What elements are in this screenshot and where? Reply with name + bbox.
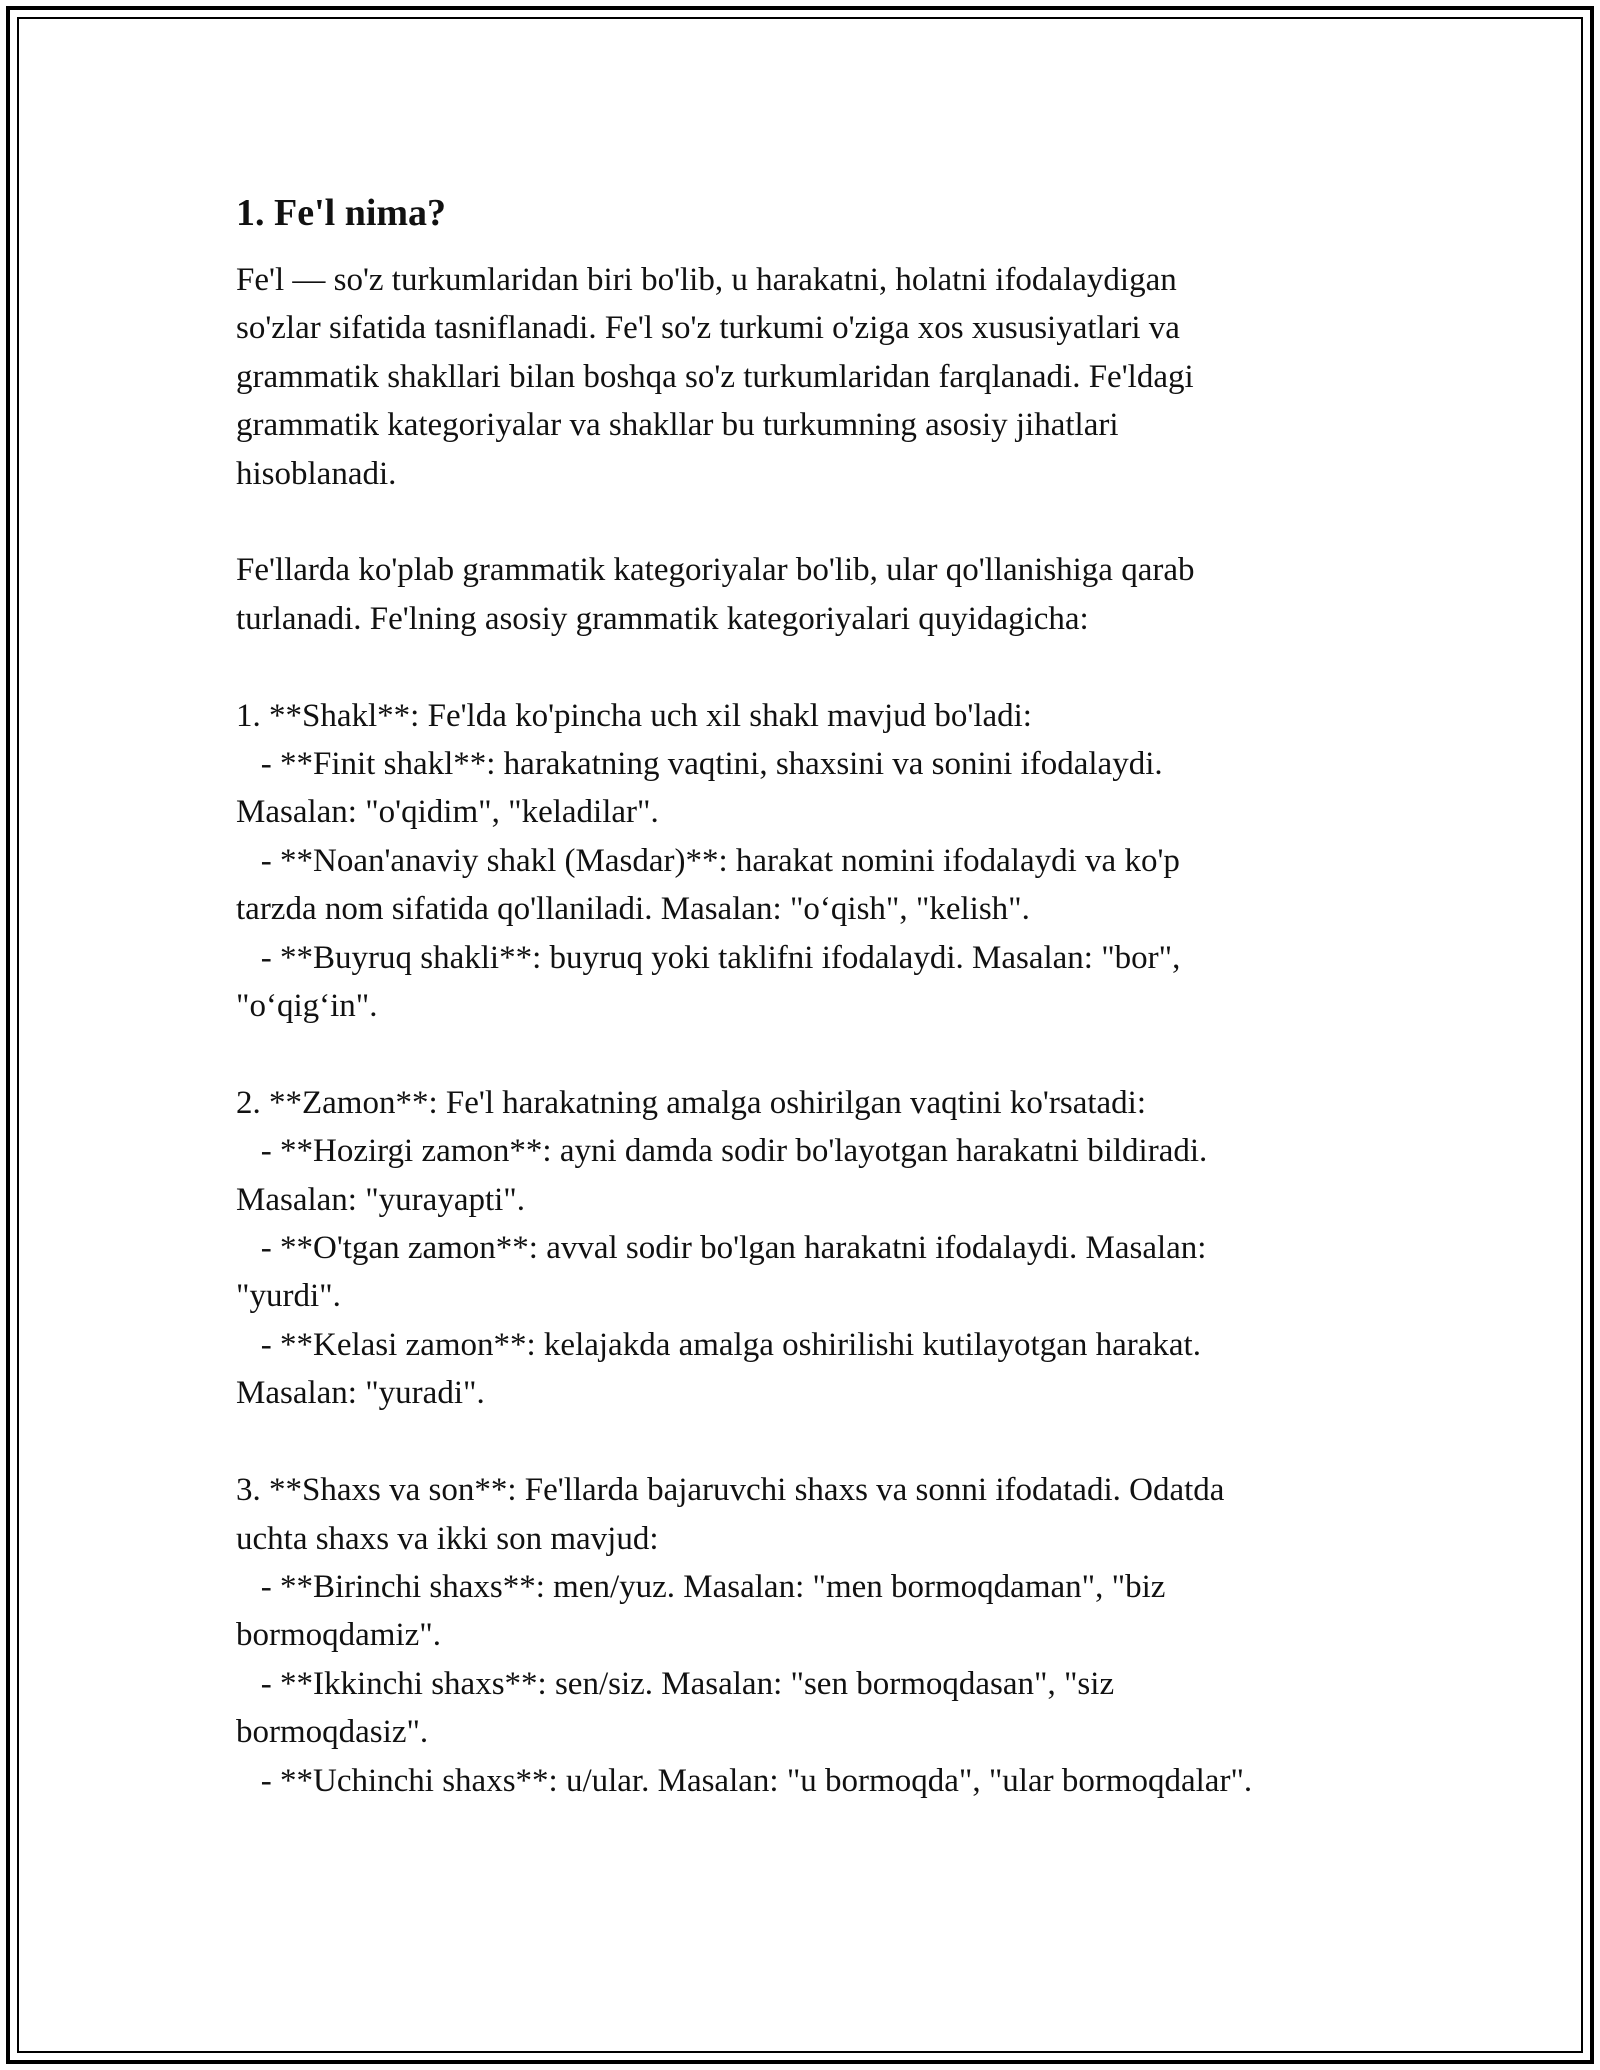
text-line: - **Noan'anaviy shakl (Masdar)**: harakat nomini ifodalaydi va ko'p — [236, 842, 1180, 879]
text-line: - **Finit shakl**: harakatning vaqtini, shaxsini va sonini ifodalaydi. — [236, 746, 1163, 783]
text-line: Fe'llarda ko'plab grammatik kategoriyalar bo'lib, ular qo'llanishiga qarab — [236, 552, 1195, 589]
text-line: "o‘qig‘in". — [236, 988, 378, 1025]
text-line: - **Buyruq shakli**: buyruq yoki taklifni ifodalaydi. Masalan: "bor", — [236, 939, 1181, 976]
text-line: "yurdi". — [236, 1278, 341, 1315]
text-line: - **O'tgan zamon**: avval sodir bo'lgan harakatni ifodalaydi. Masalan: — [236, 1230, 1207, 1267]
text-line: - **Birinchi shaxs**: men/yuz. Masalan: "men bormoqdaman", "biz — [236, 1568, 1166, 1605]
text-line: 1. **Shakl**: Fe'lda ko'pincha uch xil shakl mavjud bo'ladi: — [236, 697, 1032, 734]
text-line: Masalan: "o'qidim", "keladilar". — [236, 794, 659, 831]
paragraph — [236, 546, 1376, 643]
text-line: grammatik shakllari bilan boshqa so'z turkumlaridan farqlanadi. Fe'ldagi — [236, 358, 1194, 395]
text-line: Masalan: "yuradi". — [236, 1375, 485, 1412]
text-line: 2. **Zamon**: Fe'l harakatning amalga oshirilgan vaqtini ko'rsatadi: — [236, 1084, 1147, 1121]
text-line: so'zlar sifatida tasniflanadi. Fe'l so'z turkumi o'ziga xos xususiyatlari va — [236, 310, 1180, 347]
text-line: - **Ikkinchi shaxs**: sen/siz. Masalan: "sen bormoqdasan", "siz — [236, 1665, 1115, 1702]
text-line: Fe'l — so'z turkumlaridan biri bo'lib, u harakatni, holatni ifodalaydigan — [236, 262, 1177, 298]
text-line: bormoqdamiz". — [236, 1617, 442, 1654]
document-content — [236, 186, 1376, 1805]
paragraph — [236, 692, 1376, 1031]
text-line: - **Kelasi zamon**: kelajakda amalga oshirilishi kutilayotgan harakat. — [236, 1326, 1201, 1363]
text-line: 3. **Shaxs va son**: Fe'llarda bajaruvchi shaxs va sonni ifodatadi. Odatda — [236, 1472, 1225, 1509]
text-line: - **Hozirgi zamon**: ayni damda sodir bo'layotgan harakatni bildiradi. — [236, 1133, 1208, 1170]
text-line: Masalan: "yurayapti". — [236, 1181, 526, 1218]
text-line: tarzda nom sifatida qo'llaniladi. Masalan: "o‘qish", "kelish". — [236, 891, 1030, 928]
paragraph — [236, 1079, 1376, 1418]
text-line: grammatik kategoriyalar va shakllar bu turkumning asosiy jihatlari — [236, 407, 1119, 444]
text-line: - **Uchinchi shaxs**: u/ular. Masalan: "u bormoqda", "ular bormoqdalar". — [236, 1762, 1253, 1799]
text-line: turlanadi. Fe'lning asosiy grammatik kategoriyalari quyidagicha: — [236, 600, 1089, 637]
text-line: bormoqdasiz". — [236, 1714, 429, 1751]
text-line: hisoblanadi. — [236, 455, 397, 492]
text-line: uchta shaxs va ikki son mavjud: — [236, 1520, 659, 1557]
document-body — [236, 256, 1376, 1805]
paragraph — [236, 256, 1376, 498]
document-title: 1. Fe'l nima? — [236, 192, 447, 234]
paragraph — [236, 1466, 1376, 1805]
